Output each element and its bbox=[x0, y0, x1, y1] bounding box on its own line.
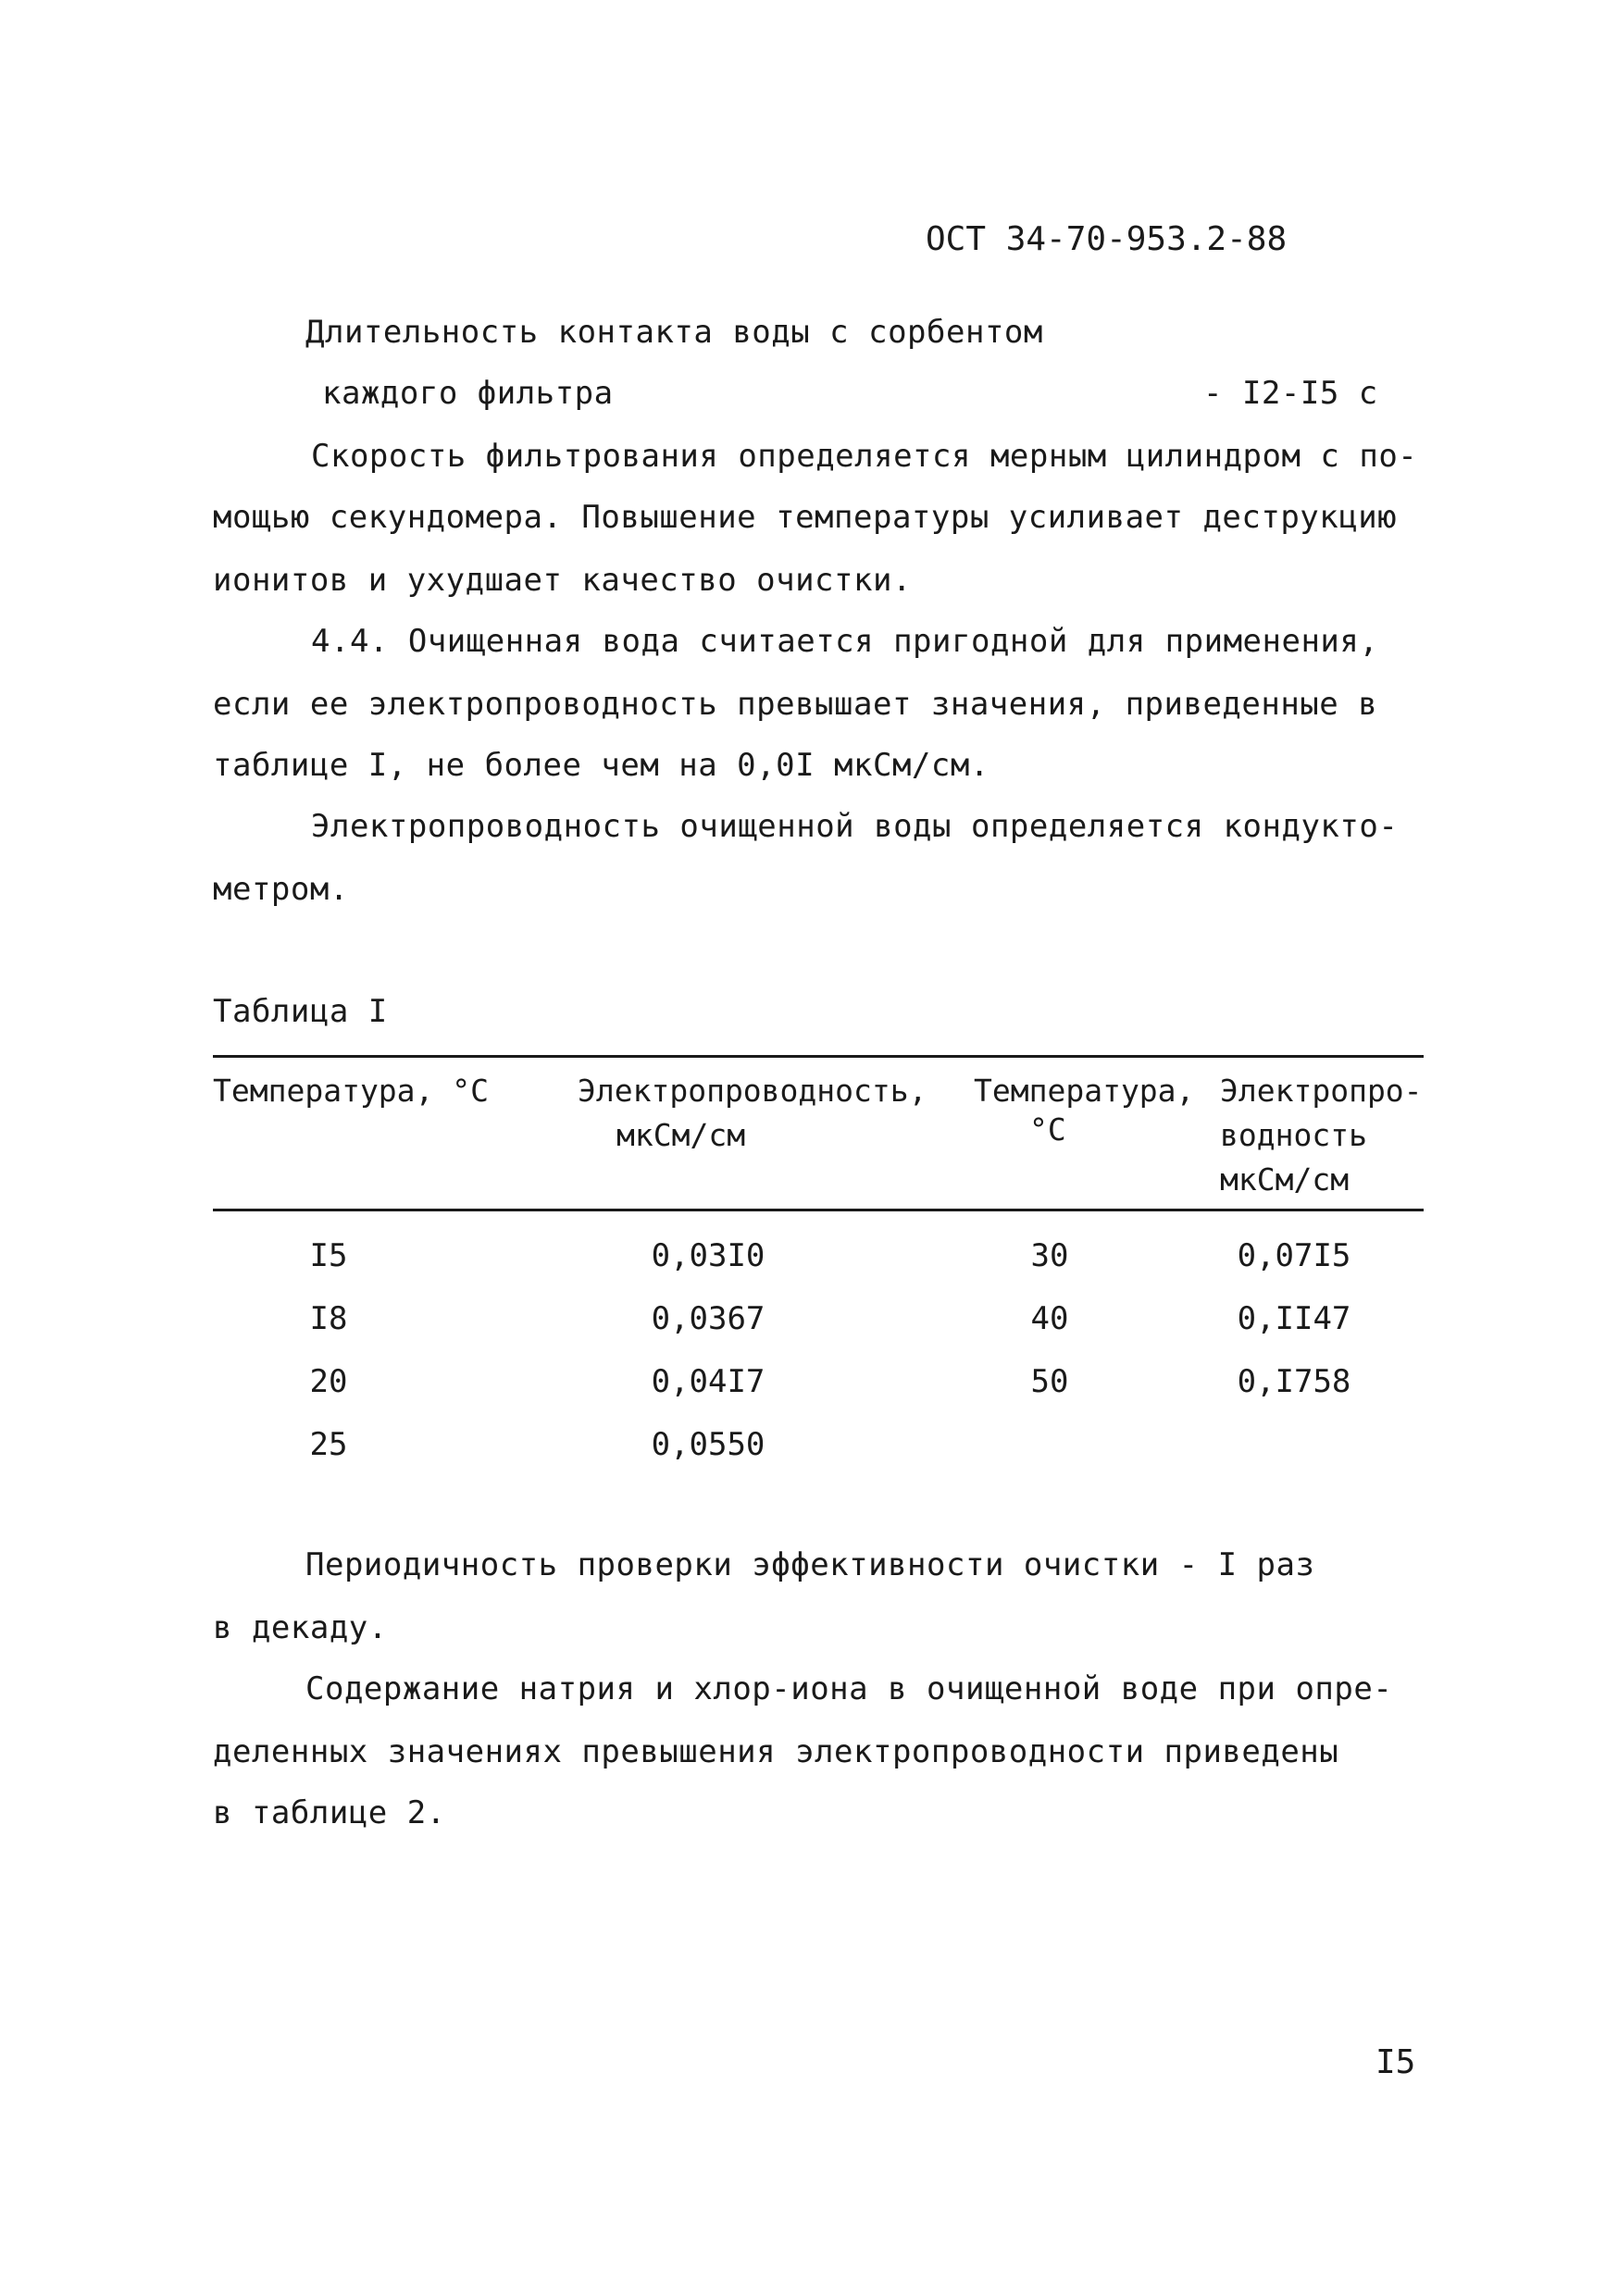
paragraph-5-line-1: Содержание натрия и хлор-иона в очищенной воде при опре- bbox=[305, 1670, 1393, 1707]
paragraph-1-line-1: Скорость фильтрования определяется мерным цилиндром с по- bbox=[311, 438, 1418, 475]
header-conductivity-1-line-1: Электропроводность, bbox=[578, 1073, 927, 1109]
table-caption: Таблица I bbox=[213, 993, 388, 1030]
row-1-temperature-1: I5 bbox=[309, 1237, 348, 1274]
row-1-conductivity-1: 0,03I0 bbox=[651, 1237, 765, 1274]
paragraph-5-line-3: в таблице 2. bbox=[213, 1794, 446, 1831]
paragraph-3-line-1: Электропроводность очищенной воды определяется кондукто- bbox=[311, 808, 1399, 845]
header-temperature-2-line-1: Температура, bbox=[974, 1073, 1195, 1109]
row-3-conductivity-2: 0,I758 bbox=[1237, 1363, 1351, 1400]
table-top-rule bbox=[213, 1055, 1424, 1058]
contact-time-value: - I2-I5 с bbox=[1203, 375, 1378, 412]
paragraph-4-line-1: Периодичность проверки эффективности очистки - I раз bbox=[305, 1546, 1315, 1583]
row-2-conductivity-1: 0,0367 bbox=[651, 1300, 765, 1337]
paragraph-3-line-2: метром. bbox=[213, 871, 349, 908]
row-1-conductivity-2: 0,07I5 bbox=[1237, 1237, 1351, 1274]
row-2-temperature-2: 40 bbox=[1030, 1300, 1069, 1337]
row-3-conductivity-1: 0,04I7 bbox=[651, 1363, 765, 1400]
paragraph-2-line-1: 4.4. Очищенная вода считается пригодной для применения, bbox=[311, 623, 1379, 660]
header-temperature-2-line-2: °С bbox=[1029, 1111, 1066, 1148]
paragraph-4-line-2: в декаду. bbox=[213, 1609, 388, 1646]
paragraph-2-line-2: если ее электропроводность превышает значения, приведенные в bbox=[213, 686, 1378, 723]
row-4-conductivity-1: 0,0550 bbox=[651, 1426, 765, 1463]
contact-time-line1: Длительность контакта воды с сорбентом bbox=[305, 314, 1043, 351]
header-conductivity-1-line-2: мкСм/см bbox=[616, 1117, 746, 1153]
row-2-temperature-1: I8 bbox=[309, 1300, 348, 1337]
table-header-rule bbox=[213, 1209, 1424, 1211]
header-conductivity-2-line-1: Электропро- bbox=[1220, 1073, 1423, 1109]
header-conductivity-2-line-2: водность bbox=[1220, 1117, 1367, 1153]
page-number: I5 bbox=[1375, 2043, 1416, 2081]
header-conductivity-2-line-3: мкСм/см bbox=[1220, 1161, 1350, 1198]
paragraph-1-line-3: ионитов и ухудшает качество очистки. bbox=[213, 562, 912, 599]
row-2-conductivity-2: 0,II47 bbox=[1237, 1300, 1351, 1337]
document-code: ОСТ 34-70-953.2-88 bbox=[926, 220, 1288, 258]
paragraph-2-line-3: таблице I, не более чем на 0,0I мкСм/см. bbox=[213, 747, 989, 784]
row-3-temperature-1: 20 bbox=[309, 1363, 348, 1400]
row-4-temperature-1: 25 bbox=[309, 1426, 348, 1463]
contact-time-line2: каждого фильтра bbox=[322, 375, 614, 412]
row-3-temperature-2: 50 bbox=[1030, 1363, 1069, 1400]
paragraph-1-line-2: мощью секундомера. Повышение температуры усиливает деструкцию bbox=[213, 499, 1398, 536]
paragraph-5-line-2: деленных значениях превышения электропроводности приведены bbox=[213, 1733, 1339, 1770]
header-temperature-1: Температура, °С bbox=[213, 1073, 490, 1109]
row-1-temperature-2: 30 bbox=[1030, 1237, 1069, 1274]
